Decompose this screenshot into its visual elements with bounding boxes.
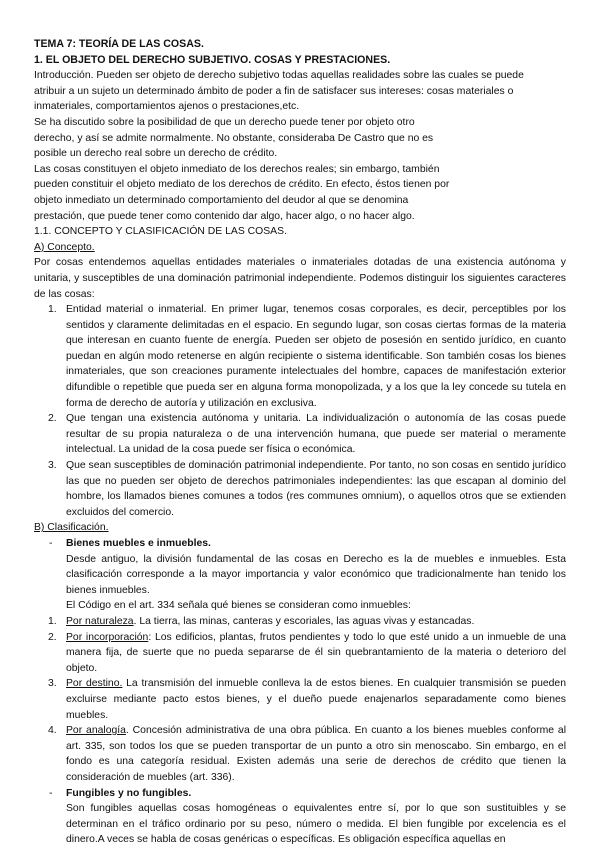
- bullet-title: Fungibles y no fungibles.: [66, 787, 192, 799]
- list-item-text: Entidad material o inmaterial. En primer lugar, tenemos cosas corporales, es decir, perceptibles por los sentidos y claramente delimitadas en el espacio. En segundo lugar, son cosas ciertas formas de la materia que interesan en cuanto fuente de energía. Pueden ser objeto de posesión en sentido jurídico, en cuanto puedan en algún modo retenerse en algún recipiente o sistema identificable. Son también cosas los bienes inmateriales, que son creaciones puramente intelectuales del hombre, capaces de manifestación exterior difundible o repetible que pueda ser en alguna forma monopolizada, y a los que la ley concede su tutela en forma de derecho de autoría y utilización en exclusiva.: [66, 304, 566, 409]
- inmuebles-list: [34, 614, 566, 786]
- intro-line: prestación, que puede tener como contenido dar algo, hacer algo, o no hacer algo.: [34, 210, 415, 222]
- list-item-text: : Los edificios, plantas, frutos pendientes y todo lo que esté unido a un inmueble de una manera fija, de suerte que no pueda separarse de él sin quebrantamiento de la materia o deterioro del objeto.: [66, 631, 567, 674]
- list-item: [34, 614, 566, 630]
- clasificacion-heading: B) Clasificación.: [34, 522, 109, 534]
- list-item-text: . Concesión administrativa de una obra pública. En cuanto a los bienes muebles conforme al art. 335, son todos los que se pueden transportar de un punto a otro sin menoscabo. Sin embargo, en el fondo es una categoría residual. Existen además una serie de derechos de crédito que tienen la consideración de muebles (art. 336).: [66, 725, 566, 783]
- intro-line: Las cosas constituyen el objeto inmediato de los derechos reales; sin embargo, también: [34, 163, 440, 175]
- bullet-muebles-inmuebles: [34, 536, 566, 552]
- intro-block: [34, 68, 566, 224]
- dash-marker: -: [49, 538, 53, 549]
- muebles-inmuebles-paragraph: Desde antiguo, la división fundamental de las cosas en Derecho es la de muebles e inmuebles. Esta clasificación corresponde a la mayor importancia y valor económico que tradicionalmente han tenido los bienes inmuebles.: [66, 553, 566, 596]
- list-item-text: Que tengan una existencia autónoma y unitaria. La individualización o autonomía de las cosas puede resultar de su propia naturaleza o de una intervención humana, que puede ser material o meramente intelectual. La unidad de la cosa puede ser física o económica.: [66, 413, 566, 456]
- bullet-fungibles: [34, 786, 566, 802]
- intro-line: Introducción. Pueden ser objeto de derecho subjetivo todas aquellas realidades sobre las cuales se puede: [34, 70, 524, 82]
- subsection-1-1-title: 1.1. CONCEPTO Y CLASIFICACIÓN DE LAS COSAS.: [34, 226, 287, 238]
- list-item: [34, 302, 566, 411]
- list-item: [34, 723, 566, 785]
- list-item-label: Por naturaleza: [66, 615, 134, 627]
- dash-marker: -: [49, 787, 53, 799]
- concepto-heading: A) Concepto.: [34, 241, 95, 253]
- list-item-text: Que sean susceptibles de dominación patrimonial independiente. Por tanto, no son cosas en sentido jurídico las que no pueden ser objeto de derechos patrimoniales independientes: las que escapan al dominio del hombre, los llamados bienes comunes a todos (res communes omnium), o aquellos otros que se extienden excluidos del comercio.: [66, 460, 566, 518]
- bullet-title: Bienes muebles e inmuebles.: [66, 538, 211, 549]
- intro-line: atribuir a un sujeto un determinado ámbito de poder a fin de satisfacer sus intereses: cosas materiales o: [34, 85, 514, 97]
- intro-line: objeto inmediato un determinado comportamiento del deudor al que se denomina: [34, 194, 409, 206]
- intro-line: derecho, y así se admite normalmente. No obstante, consideraba De Castro que no es: [34, 132, 434, 144]
- list-item-text: . La tierra, las minas, canteras y escoriales, las aguas vivas y estancadas.: [133, 615, 475, 627]
- section-1-title: 1. EL OBJETO DEL DERECHO SUBJETIVO. COSAS Y PRESTACIONES.: [34, 53, 391, 66]
- list-number: 4.: [48, 725, 57, 737]
- list-item-label: Por destino.: [66, 678, 123, 690]
- document-page: [34, 37, 566, 848]
- list-item: [34, 411, 566, 458]
- intro-line: posible un derecho real sobre un derecho de crédito.: [34, 148, 278, 160]
- list-number: 1.: [48, 615, 57, 627]
- list-item-label: Por incorporación: [66, 631, 149, 643]
- caracteres-list: [34, 302, 566, 520]
- list-number: 3.: [48, 460, 57, 472]
- list-item-label: Por analogía: [66, 725, 126, 737]
- list-item: [34, 458, 566, 520]
- list-item: [34, 676, 566, 723]
- list-item-text: La transmisión del inmueble conlleva la de estos bienes. En cualquier transmisión se pueden excluirse mediante pacto estos bienes, y el dueño puede enajenarlos separadamente como bienes muebles.: [66, 678, 566, 721]
- articulo-334-line: El Código en el art. 334 señala qué bienes se consideran como inmuebles:: [66, 600, 411, 612]
- concepto-paragraph: Por cosas entendemos aquellas entidades materiales o inmateriales dotadas de una existencia autónoma y unitaria, y susceptibles de una dominación patrimonial independiente. Podemos distinguir los siguientes caracteres de las cosas:: [34, 257, 566, 300]
- list-number: 1.: [48, 304, 57, 316]
- list-number: 3.: [48, 678, 57, 690]
- document-title: TEMA 7: TEORÍA DE LAS COSAS.: [34, 38, 204, 50]
- fungibles-paragraph: Son fungibles aquellas cosas homogéneas o equivalentes entre sí, por lo que son sustituibles y se determinan en el tráfico ordinario por su peso, número o medida. El bien fungible por excelencia es el dinero.A veces se habla de cosas genéricas o específicas. Es obligación específica aquellas en: [66, 803, 566, 846]
- list-number: 2.: [48, 413, 57, 425]
- intro-line: pueden constituir el objeto mediato de los derechos de crédito. En efecto, éstos tienen por: [34, 179, 450, 191]
- list-item: [34, 630, 566, 677]
- intro-line: Se ha discutido sobre la posibilidad de que un derecho puede tener por objeto otro: [34, 116, 415, 128]
- list-number: 2.: [48, 631, 57, 643]
- intro-line: inmateriales, comportamientos ajenos o prestaciones,etc.: [34, 101, 300, 113]
